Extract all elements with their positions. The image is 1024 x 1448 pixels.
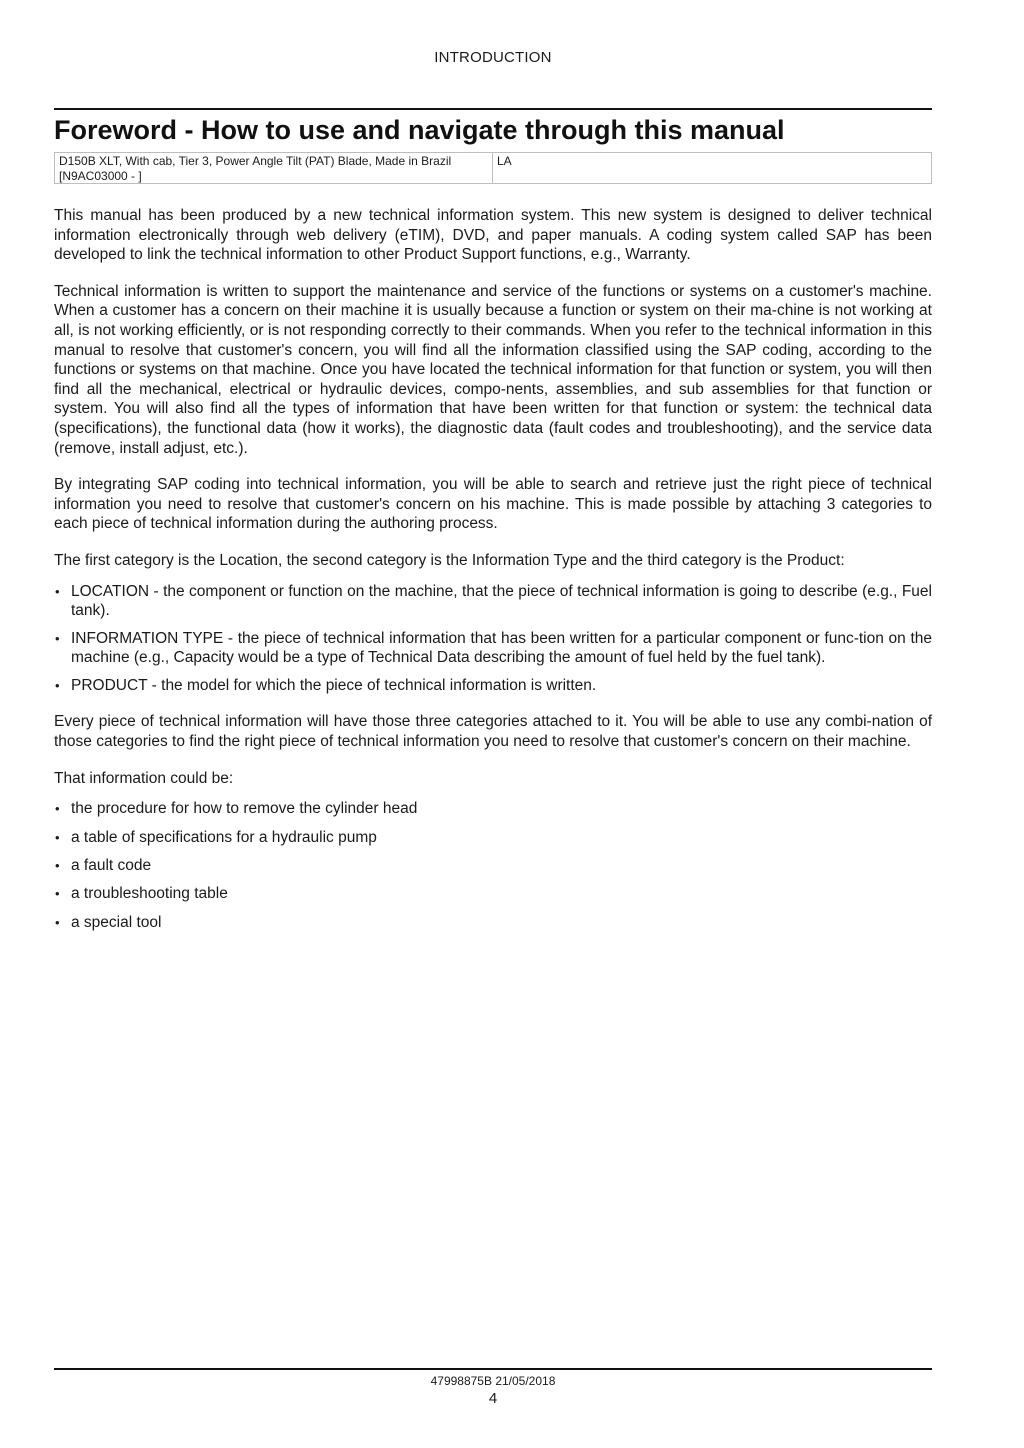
example-item: • the procedure for how to remove the cylinder head (54, 799, 932, 819)
example-item: • a special tool (54, 913, 932, 933)
paragraph: This manual has been produced by a new technical information system. This new system is designed to deliver technical information electronically through web delivery (eTIM), DVD, and paper manuals. A coding system called SAP has been developed to link the technical information to other Product Support functions, e.g., Warranty. (54, 207, 932, 264)
page-title: Foreword - How to use and navigate through this manual (54, 115, 785, 145)
header-rule (54, 108, 932, 110)
footer-rule (54, 1368, 932, 1370)
category-item: • PRODUCT - the model for which the piece of technical information is written. (54, 676, 932, 696)
example-item: • a fault code (54, 856, 932, 876)
example-list (54, 799, 932, 932)
category-list (54, 582, 932, 696)
paragraph: Technical information is written to support the maintenance and service of the functions or systems on a customer's machine. When a customer has a concern on their machine it is usually because a function or system on their ma-chine is not working at all, is not working efficiently, or is not responding correctly to their commands. When you refer to the technical information in this manual to resolve that customer's concern, you will find all the information classified using the SAP coding, according to the functions or systems on that machine. Once you have located the technical information for that function or system, you will then find all the mechanical, electrical or hydraulic devices, compo-nents, assemblies, and sub assemblies for that function or system. You will also find all the types of information that have been written for that function or system: the technical data (specifications), the functional data (how it works), the diagnostic data (fault codes and troubleshooting), and the service data (remove, install adjust, etc.). (54, 282, 932, 457)
paragraph: Every piece of technical information will have those three categories attached to it. You will be able to use any combi-nation of those categories to find the right piece of technical information you need to resolve that customer's concern on their machine. (54, 713, 932, 751)
applicability-region: LA (497, 154, 512, 168)
applicability-model: D150B XLT, With cab, Tier 3, Power Angle Tilt (PAT) Blade, Made in Brazil (59, 154, 452, 168)
paragraph: The first category is the Location, the second category is the Information Type and the third category is the Product: (54, 551, 845, 569)
applicability-serial: [N9AC03000 - ] (59, 169, 142, 183)
paragraph: By integrating SAP coding into technical information, you will be able to search and retrieve just the right piece of technical information you need to resolve that customer's concern on his machine. This is made possible by attaching 3 categories to each piece of technical information during the authoring process. (54, 476, 932, 533)
category-item: • LOCATION - the component or function on the machine, that the piece of technical information is going to describe (e.g., Fuel tank). (54, 582, 932, 621)
page-number: 4 (488, 1390, 498, 1407)
running-header: INTRODUCTION (434, 49, 552, 66)
category-item: • INFORMATION TYPE - the piece of technical information that has been written for a particular component or func-tion on the machine (e.g., Capacity would be a type of Technical Data describing the amount of fuel held by the fuel tank). (54, 629, 932, 668)
paragraph: That information could be: (54, 769, 234, 787)
example-item: • a troubleshooting table (54, 884, 932, 904)
applicability-table (54, 152, 932, 184)
applicability-model-cell (55, 153, 493, 183)
document-code: 47998875B 21/05/2018 (430, 1374, 556, 1388)
body-content (54, 206, 932, 941)
example-item: • a table of specifications for a hydraulic pump (54, 828, 932, 848)
